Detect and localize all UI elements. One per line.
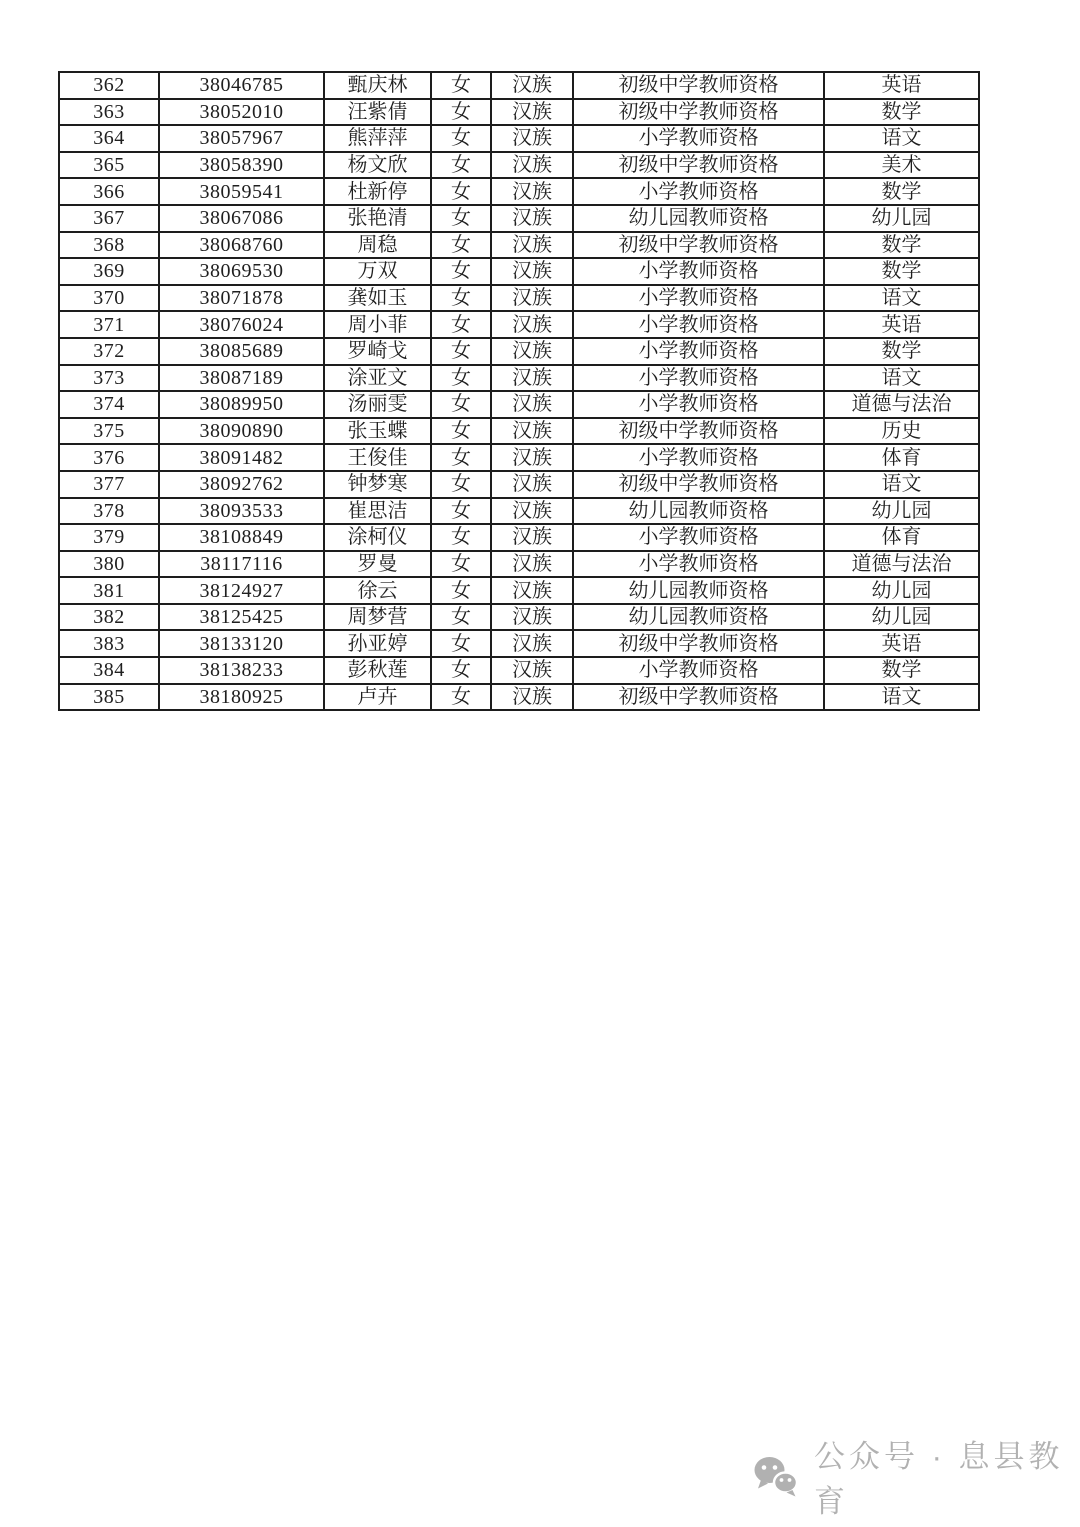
cell-subject: 历史 <box>824 418 979 445</box>
cell-seq: 377 <box>59 471 159 498</box>
cell-subject: 体育 <box>824 444 979 471</box>
cell-gender: 女 <box>431 99 491 126</box>
cell-exam-number: 38076024 <box>159 311 324 338</box>
cell-qualification: 小学教师资格 <box>573 285 824 312</box>
cell-seq: 365 <box>59 152 159 179</box>
cell-gender: 女 <box>431 258 491 285</box>
cell-gender: 女 <box>431 418 491 445</box>
cell-ethnicity: 汉族 <box>491 99 573 126</box>
cell-subject: 幼儿园 <box>824 205 979 232</box>
cell-gender: 女 <box>431 311 491 338</box>
cell-ethnicity: 汉族 <box>491 285 573 312</box>
cell-gender: 女 <box>431 604 491 631</box>
cell-ethnicity: 汉族 <box>491 205 573 232</box>
cell-name: 卢卉 <box>324 684 431 711</box>
cell-seq: 373 <box>59 365 159 392</box>
table-row <box>59 152 979 179</box>
cell-qualification: 幼儿园教师资格 <box>573 604 824 631</box>
cell-qualification: 初级中学教师资格 <box>573 72 824 99</box>
table-row <box>59 684 979 711</box>
cell-subject: 道德与法治 <box>824 551 979 578</box>
cell-qualification: 小学教师资格 <box>573 365 824 392</box>
cell-name: 孙亚婷 <box>324 630 431 657</box>
cell-gender: 女 <box>431 125 491 152</box>
cell-name: 杨文欣 <box>324 152 431 179</box>
cell-qualification: 幼儿园教师资格 <box>573 577 824 604</box>
cell-name: 崔思洁 <box>324 498 431 525</box>
cell-name: 罗崎戈 <box>324 338 431 365</box>
cell-subject: 数学 <box>824 338 979 365</box>
cell-exam-number: 38092762 <box>159 471 324 498</box>
cell-exam-number: 38089950 <box>159 391 324 418</box>
cell-qualification: 小学教师资格 <box>573 311 824 338</box>
wechat-footer <box>752 1439 1080 1519</box>
table-row <box>59 471 979 498</box>
cell-qualification: 初级中学教师资格 <box>573 471 824 498</box>
cell-subject: 英语 <box>824 72 979 99</box>
cell-exam-number: 38133120 <box>159 630 324 657</box>
cell-gender: 女 <box>431 391 491 418</box>
cell-exam-number: 38090890 <box>159 418 324 445</box>
cell-gender: 女 <box>431 72 491 99</box>
cell-name: 汤丽雯 <box>324 391 431 418</box>
cell-qualification: 小学教师资格 <box>573 178 824 205</box>
cell-exam-number: 38059541 <box>159 178 324 205</box>
cell-qualification: 初级中学教师资格 <box>573 630 824 657</box>
cell-gender: 女 <box>431 232 491 259</box>
cell-name: 龚如玉 <box>324 285 431 312</box>
cell-gender: 女 <box>431 471 491 498</box>
cell-exam-number: 38067086 <box>159 205 324 232</box>
cell-ethnicity: 汉族 <box>491 232 573 259</box>
cell-seq: 376 <box>59 444 159 471</box>
cell-ethnicity: 汉族 <box>491 444 573 471</box>
cell-qualification: 初级中学教师资格 <box>573 99 824 126</box>
cell-gender: 女 <box>431 630 491 657</box>
cell-gender: 女 <box>431 551 491 578</box>
cell-ethnicity: 汉族 <box>491 471 573 498</box>
cell-qualification: 小学教师资格 <box>573 524 824 551</box>
cell-seq: 370 <box>59 285 159 312</box>
cell-subject: 英语 <box>824 311 979 338</box>
cell-qualification: 幼儿园教师资格 <box>573 498 824 525</box>
teacher-roster-table <box>58 71 980 711</box>
cell-subject: 数学 <box>824 232 979 259</box>
cell-qualification: 小学教师资格 <box>573 657 824 684</box>
table-row <box>59 444 979 471</box>
cell-name: 涂柯仪 <box>324 524 431 551</box>
cell-name: 张艳清 <box>324 205 431 232</box>
cell-seq: 372 <box>59 338 159 365</box>
cell-seq: 385 <box>59 684 159 711</box>
cell-subject: 幼儿园 <box>824 498 979 525</box>
cell-seq: 382 <box>59 604 159 631</box>
cell-exam-number: 38068760 <box>159 232 324 259</box>
cell-ethnicity: 汉族 <box>491 125 573 152</box>
cell-seq: 378 <box>59 498 159 525</box>
cell-subject: 幼儿园 <box>824 577 979 604</box>
cell-subject: 语文 <box>824 125 979 152</box>
cell-gender: 女 <box>431 577 491 604</box>
cell-seq: 384 <box>59 657 159 684</box>
cell-seq: 374 <box>59 391 159 418</box>
cell-exam-number: 38069530 <box>159 258 324 285</box>
cell-qualification: 初级中学教师资格 <box>573 152 824 179</box>
cell-subject: 语文 <box>824 365 979 392</box>
cell-seq: 371 <box>59 311 159 338</box>
cell-subject: 体育 <box>824 524 979 551</box>
table-row <box>59 604 979 631</box>
cell-gender: 女 <box>431 657 491 684</box>
cell-subject: 美术 <box>824 152 979 179</box>
cell-ethnicity: 汉族 <box>491 178 573 205</box>
cell-gender: 女 <box>431 285 491 312</box>
cell-seq: 369 <box>59 258 159 285</box>
cell-ethnicity: 汉族 <box>491 524 573 551</box>
cell-ethnicity: 汉族 <box>491 684 573 711</box>
cell-exam-number: 38108849 <box>159 524 324 551</box>
cell-qualification: 小学教师资格 <box>573 338 824 365</box>
cell-seq: 363 <box>59 99 159 126</box>
cell-ethnicity: 汉族 <box>491 258 573 285</box>
cell-qualification: 初级中学教师资格 <box>573 418 824 445</box>
cell-qualification: 幼儿园教师资格 <box>573 205 824 232</box>
cell-ethnicity: 汉族 <box>491 498 573 525</box>
table-row <box>59 285 979 312</box>
table-row <box>59 418 979 445</box>
cell-qualification: 小学教师资格 <box>573 391 824 418</box>
table-row <box>59 125 979 152</box>
table-row <box>59 365 979 392</box>
cell-qualification: 小学教师资格 <box>573 444 824 471</box>
table-row <box>59 205 979 232</box>
cell-exam-number: 38138233 <box>159 657 324 684</box>
table-row <box>59 630 979 657</box>
cell-name: 熊萍萍 <box>324 125 431 152</box>
footer-label: 公众号 · 息县教育 <box>814 1439 1064 1519</box>
cell-ethnicity: 汉族 <box>491 657 573 684</box>
cell-exam-number: 38085689 <box>159 338 324 365</box>
cell-exam-number: 38046785 <box>159 72 324 99</box>
cell-gender: 女 <box>431 178 491 205</box>
cell-subject: 语文 <box>824 471 979 498</box>
cell-seq: 364 <box>59 125 159 152</box>
cell-ethnicity: 汉族 <box>491 418 573 445</box>
table-row <box>59 258 979 285</box>
table-row <box>59 99 979 126</box>
cell-name: 涂亚文 <box>324 365 431 392</box>
cell-qualification: 初级中学教师资格 <box>573 232 824 259</box>
table-row <box>59 232 979 259</box>
cell-qualification: 小学教师资格 <box>573 258 824 285</box>
table-row <box>59 498 979 525</box>
cell-exam-number: 38117116 <box>159 551 324 578</box>
cell-subject: 语文 <box>824 684 979 711</box>
cell-qualification: 初级中学教师资格 <box>573 684 824 711</box>
cell-seq: 366 <box>59 178 159 205</box>
cell-name: 汪紫倩 <box>324 99 431 126</box>
cell-exam-number: 38180925 <box>159 684 324 711</box>
cell-gender: 女 <box>431 524 491 551</box>
table-row <box>59 178 979 205</box>
cell-exam-number: 38093533 <box>159 498 324 525</box>
cell-gender: 女 <box>431 152 491 179</box>
cell-ethnicity: 汉族 <box>491 72 573 99</box>
cell-subject: 数学 <box>824 99 979 126</box>
table-row <box>59 551 979 578</box>
table-row <box>59 311 979 338</box>
cell-ethnicity: 汉族 <box>491 365 573 392</box>
cell-subject: 道德与法治 <box>824 391 979 418</box>
cell-name: 杜新停 <box>324 178 431 205</box>
cell-ethnicity: 汉族 <box>491 391 573 418</box>
cell-exam-number: 38091482 <box>159 444 324 471</box>
cell-ethnicity: 汉族 <box>491 577 573 604</box>
cell-seq: 383 <box>59 630 159 657</box>
cell-gender: 女 <box>431 498 491 525</box>
cell-subject: 语文 <box>824 285 979 312</box>
cell-seq: 362 <box>59 72 159 99</box>
cell-ethnicity: 汉族 <box>491 338 573 365</box>
cell-gender: 女 <box>431 444 491 471</box>
cell-seq: 375 <box>59 418 159 445</box>
table-row <box>59 657 979 684</box>
cell-exam-number: 38057967 <box>159 125 324 152</box>
table-row <box>59 391 979 418</box>
cell-subject: 幼儿园 <box>824 604 979 631</box>
cell-name: 彭秋莲 <box>324 657 431 684</box>
cell-gender: 女 <box>431 338 491 365</box>
cell-gender: 女 <box>431 684 491 711</box>
cell-subject: 数学 <box>824 258 979 285</box>
cell-gender: 女 <box>431 365 491 392</box>
cell-seq: 379 <box>59 524 159 551</box>
cell-name: 周梦营 <box>324 604 431 631</box>
cell-subject: 数学 <box>824 178 979 205</box>
cell-exam-number: 38125425 <box>159 604 324 631</box>
cell-name: 周稳 <box>324 232 431 259</box>
cell-ethnicity: 汉族 <box>491 152 573 179</box>
cell-ethnicity: 汉族 <box>491 551 573 578</box>
cell-name: 周小菲 <box>324 311 431 338</box>
cell-ethnicity: 汉族 <box>491 630 573 657</box>
cell-exam-number: 38058390 <box>159 152 324 179</box>
cell-seq: 380 <box>59 551 159 578</box>
cell-ethnicity: 汉族 <box>491 311 573 338</box>
cell-exam-number: 38087189 <box>159 365 324 392</box>
cell-exam-number: 38071878 <box>159 285 324 312</box>
cell-seq: 367 <box>59 205 159 232</box>
table-row <box>59 72 979 99</box>
roster-body <box>59 72 979 710</box>
cell-name: 钟梦寒 <box>324 471 431 498</box>
cell-seq: 368 <box>59 232 159 259</box>
cell-name: 甄庆林 <box>324 72 431 99</box>
cell-exam-number: 38124927 <box>159 577 324 604</box>
cell-name: 万双 <box>324 258 431 285</box>
cell-ethnicity: 汉族 <box>491 604 573 631</box>
cell-name: 王俊佳 <box>324 444 431 471</box>
cell-subject: 英语 <box>824 630 979 657</box>
cell-exam-number: 38052010 <box>159 99 324 126</box>
table-row <box>59 338 979 365</box>
cell-seq: 381 <box>59 577 159 604</box>
cell-name: 罗曼 <box>324 551 431 578</box>
cell-gender: 女 <box>431 205 491 232</box>
table-row <box>59 577 979 604</box>
cell-name: 徐云 <box>324 577 431 604</box>
cell-qualification: 小学教师资格 <box>573 125 824 152</box>
wechat-icon <box>752 1455 800 1497</box>
cell-subject: 数学 <box>824 657 979 684</box>
cell-qualification: 小学教师资格 <box>573 551 824 578</box>
cell-name: 张玉蝶 <box>324 418 431 445</box>
table-row <box>59 524 979 551</box>
